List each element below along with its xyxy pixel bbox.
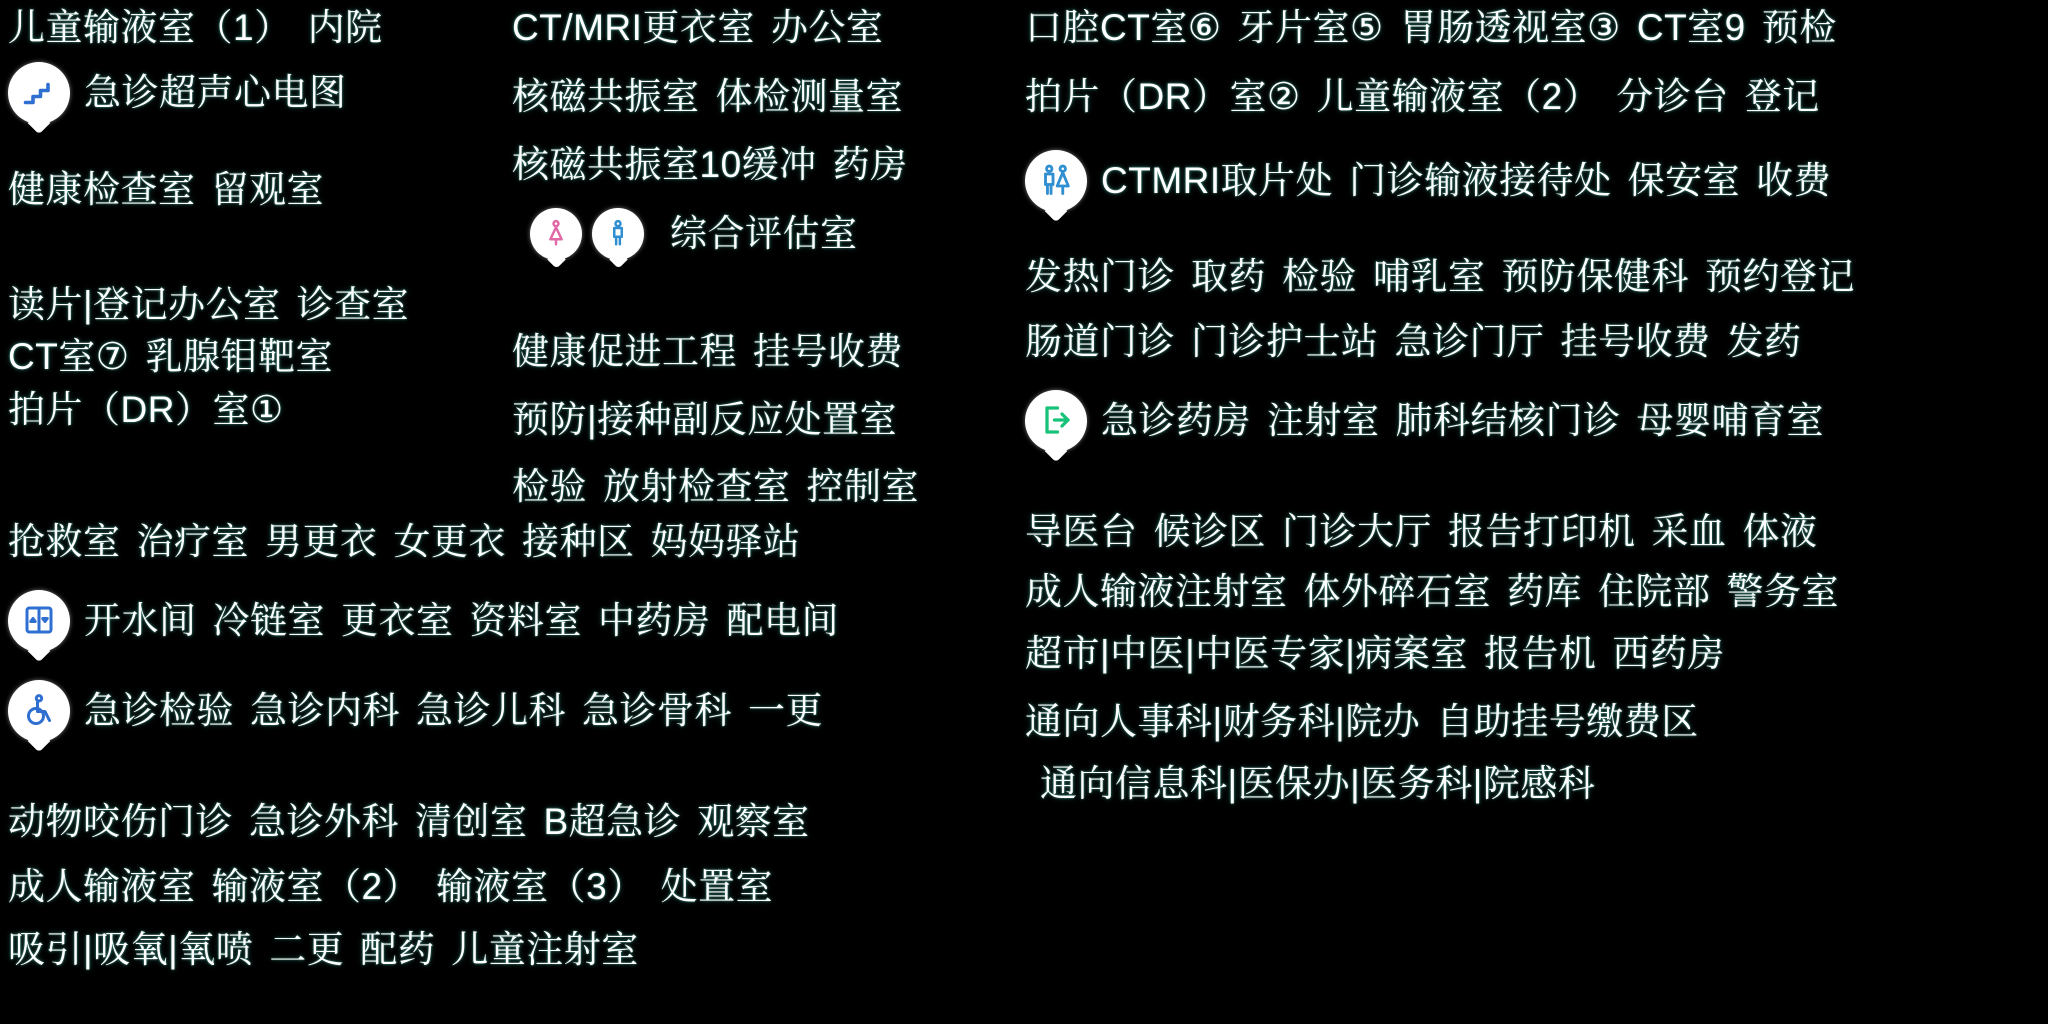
map-label[interactable]: 哺乳室 <box>1373 256 1486 297</box>
map-label[interactable]: 成人输液注射室 <box>1025 571 1288 612</box>
map-label[interactable]: 取药 <box>1191 256 1266 297</box>
map-label[interactable]: 观察室 <box>697 801 810 842</box>
map-label[interactable]: 分诊台 <box>1616 76 1729 117</box>
map-label[interactable]: 动物咬伤门诊 <box>8 801 233 842</box>
map-label-group <box>8 928 639 972</box>
map-label[interactable]: 吸引|吸氧|氧喷 <box>8 929 254 970</box>
map-label[interactable]: 控制室 <box>806 466 919 507</box>
restroom-both-icon[interactable] <box>1025 150 1087 212</box>
exit-icon[interactable] <box>1025 390 1087 452</box>
map-label[interactable]: 母婴哺育室 <box>1636 400 1824 441</box>
map-label-group <box>1025 150 1831 212</box>
map-label[interactable]: 检验 <box>512 466 587 507</box>
map-label-group <box>1025 700 1699 744</box>
map-label[interactable]: 治疗室 <box>136 521 249 562</box>
map-label-group <box>8 6 383 50</box>
map-label[interactable]: 开水间 <box>84 600 197 641</box>
map-label-group <box>8 680 823 742</box>
map-label-group <box>8 590 839 652</box>
map-label-group <box>1025 75 1820 119</box>
map-label[interactable]: 门诊大厅 <box>1282 511 1432 552</box>
map-label[interactable]: 肠道门诊 <box>1025 321 1175 362</box>
map-label-group <box>512 143 908 187</box>
map-label-group <box>512 398 897 442</box>
map-label[interactable]: 注射室 <box>1267 400 1380 441</box>
map-label[interactable]: 发热门诊 <box>1025 256 1175 297</box>
map-label-group <box>512 330 903 374</box>
map-label[interactable]: 发药 <box>1726 321 1802 362</box>
map-label-group <box>8 865 773 909</box>
map-label[interactable]: 牙片室⑤ <box>1237 7 1384 48</box>
map-label[interactable]: 门诊护士站 <box>1191 321 1379 362</box>
map-label[interactable]: 儿童注射室 <box>451 929 639 970</box>
map-label[interactable]: 急诊外科 <box>249 801 399 842</box>
map-label[interactable]: 诊查室 <box>296 284 410 325</box>
map-label[interactable]: 胃肠透视室③ <box>1399 7 1621 48</box>
map-label[interactable]: 更衣室 <box>341 600 454 641</box>
map-label-group <box>8 388 284 432</box>
map-label[interactable]: 留观室 <box>211 169 324 210</box>
map-label[interactable]: 接种区 <box>522 521 635 562</box>
map-label-group <box>8 168 324 212</box>
map-label[interactable]: 儿童输液室（1） <box>8 7 292 48</box>
map-label[interactable]: 体检测量室 <box>715 76 903 117</box>
map-label[interactable]: 通向人事科|财务科|院办 <box>1025 701 1421 742</box>
map-label[interactable]: 体液 <box>1742 511 1818 552</box>
map-label[interactable]: 西药房 <box>1612 633 1725 674</box>
map-label[interactable]: 儿童输液室（2） <box>1316 76 1601 117</box>
map-label[interactable]: 导医台 <box>1025 511 1138 552</box>
map-label[interactable]: 配电间 <box>726 600 839 641</box>
map-label[interactable]: 拍片（DR）室② <box>1025 76 1301 117</box>
map-label[interactable]: 放射检查室 <box>603 466 791 507</box>
map-label[interactable]: 内院 <box>307 7 383 48</box>
map-label[interactable]: 候诊区 <box>1153 511 1266 552</box>
map-label-group <box>1025 6 1837 50</box>
stairs-icon[interactable] <box>8 62 70 124</box>
map-label-group <box>8 800 810 844</box>
map-label-group <box>8 520 801 564</box>
map-label[interactable]: 检验 <box>1282 256 1357 297</box>
map-label[interactable]: 体外碎石室 <box>1303 571 1491 612</box>
map-label[interactable]: CT/MRI更衣室 <box>512 7 755 48</box>
map-label[interactable]: CT室9 <box>1636 7 1746 48</box>
map-label[interactable]: 挂号收费 <box>753 331 903 372</box>
map-label[interactable]: 健康检查室 <box>8 169 196 210</box>
map-label[interactable]: 自助挂号缴费区 <box>1436 701 1699 742</box>
map-label-group <box>1025 390 1824 452</box>
map-label[interactable]: 采血 <box>1651 511 1727 552</box>
map-label[interactable]: 冷链室 <box>212 600 325 641</box>
map-label-group <box>1025 510 1818 554</box>
map-label[interactable]: 中药房 <box>598 600 711 641</box>
map-label[interactable]: 急诊儿科 <box>416 690 566 731</box>
wheelchair-icon[interactable] <box>8 680 70 742</box>
map-label[interactable]: 急诊内科 <box>250 690 400 731</box>
map-label[interactable]: 保安室 <box>1627 160 1741 201</box>
map-label[interactable]: 报告打印机 <box>1448 511 1636 552</box>
map-label[interactable]: 登记 <box>1744 76 1820 117</box>
map-label[interactable]: 资料室 <box>469 600 582 641</box>
map-label[interactable]: CT室⑦ <box>8 336 130 377</box>
map-label[interactable]: 核磁共振室 <box>512 76 700 117</box>
restroom-women-icon[interactable] <box>530 208 582 260</box>
map-label[interactable]: 二更 <box>269 929 345 970</box>
map-label[interactable]: 超市|中医|中医专家|病案室 <box>1025 633 1468 674</box>
map-label-group <box>8 283 409 327</box>
map-label-group <box>512 465 919 509</box>
map-label[interactable]: 药库 <box>1507 571 1582 612</box>
map-label[interactable]: CTMRI取片处 <box>1101 160 1334 201</box>
map-label[interactable]: 抢救室 <box>8 521 121 562</box>
map-label[interactable]: 输液室（3） <box>436 866 645 907</box>
map-label[interactable]: 急诊门厅 <box>1394 321 1545 362</box>
map-label[interactable]: 核磁共振室10缓冲 <box>512 144 817 185</box>
map-label[interactable]: 乳腺钼靶室 <box>145 336 333 377</box>
map-label[interactable]: 预防|接种副反应处置室 <box>512 399 898 440</box>
map-label[interactable]: 输液室（2） <box>211 866 421 907</box>
map-label[interactable]: 急诊骨科 <box>582 690 732 731</box>
map-label[interactable]: B超急诊 <box>543 801 682 842</box>
map-label[interactable]: 住院部 <box>1598 571 1711 612</box>
map-label[interactable]: 男更衣 <box>265 521 378 562</box>
map-label-group <box>530 208 858 260</box>
map-label[interactable]: 门诊输液接待处 <box>1349 160 1612 201</box>
map-label-group <box>512 6 883 50</box>
map-label[interactable]: 拍片（DR）室① <box>8 389 284 430</box>
map-label[interactable]: 女更衣 <box>393 521 506 562</box>
map-label-group <box>1025 255 1855 299</box>
map-label[interactable]: 清创室 <box>415 801 528 842</box>
map-label-group <box>1040 762 1595 806</box>
map-label-group <box>1025 320 1802 364</box>
map-label[interactable]: 急诊药房 <box>1101 400 1251 441</box>
map-label[interactable]: 成人输液室 <box>8 866 196 907</box>
map-label-group <box>1025 632 1725 676</box>
map-label-group <box>8 62 347 124</box>
map-label[interactable]: 预检 <box>1761 7 1837 48</box>
map-label[interactable]: 挂号收费 <box>1560 321 1711 362</box>
map-label[interactable]: 健康促进工程 <box>512 331 737 372</box>
restroom-men-icon[interactable] <box>592 208 644 260</box>
map-label[interactable]: 急诊检验 <box>84 690 234 731</box>
map-label[interactable]: 配药 <box>360 929 436 970</box>
map-label-group <box>512 75 903 119</box>
elevator-icon[interactable] <box>8 590 70 652</box>
map-label[interactable]: 一更 <box>748 690 823 731</box>
map-label[interactable]: 口腔CT室⑥ <box>1025 7 1222 48</box>
map-label[interactable]: 妈妈驿站 <box>650 521 801 562</box>
map-label[interactable]: 预约登记 <box>1705 256 1855 297</box>
map-label[interactable]: 预防保健科 <box>1501 256 1689 297</box>
map-label[interactable]: 收费 <box>1756 160 1832 201</box>
map-label[interactable]: 通向信息科|医保办|医务科|院感科 <box>1040 763 1596 804</box>
map-label-group <box>1025 570 1839 614</box>
map-label[interactable]: 读片|登记办公室 <box>8 284 281 325</box>
map-label[interactable]: 急诊超声心电图 <box>84 72 347 113</box>
map-label[interactable]: 警务室 <box>1726 571 1839 612</box>
map-label[interactable]: 综合评估室 <box>670 213 858 254</box>
map-label[interactable]: 办公室 <box>770 7 884 48</box>
map-label[interactable]: 药房 <box>832 144 908 185</box>
map-label-group <box>8 335 333 379</box>
map-label[interactable]: 报告机 <box>1483 633 1597 674</box>
map-label[interactable]: 肺科结核门诊 <box>1395 400 1621 441</box>
map-label[interactable]: 处置室 <box>660 866 774 907</box>
